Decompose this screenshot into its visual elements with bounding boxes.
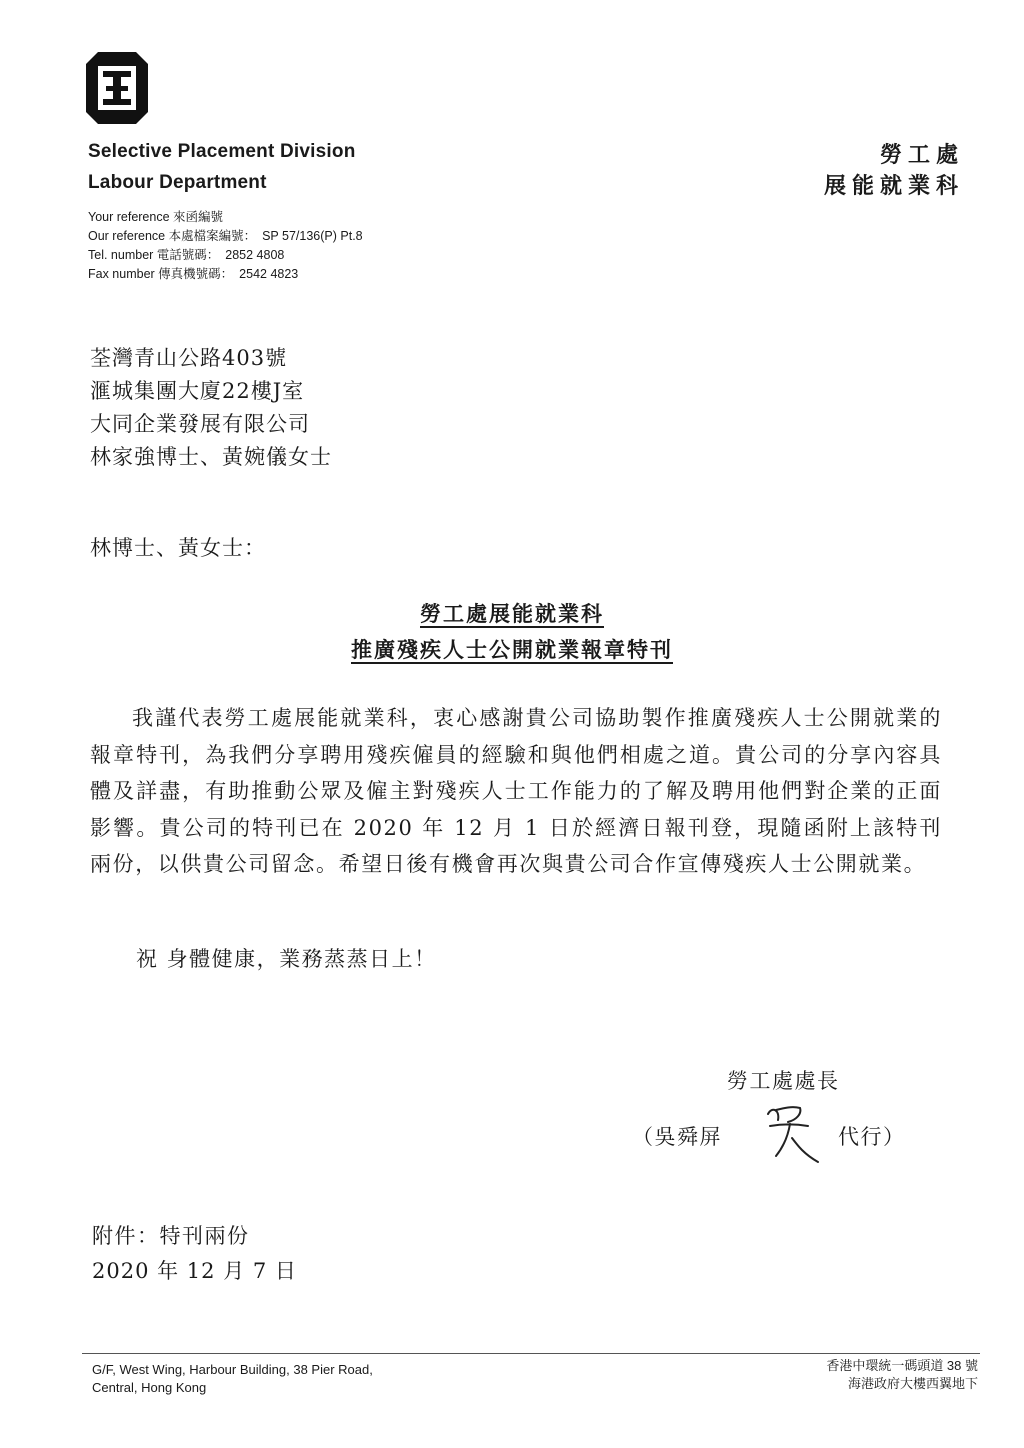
salutation: 林博士、黃女士： (90, 536, 266, 560)
footer-address-line: 香港中環統一碼頭道 38 號 (826, 1358, 978, 1373)
address-line: 林家強博士、黃婉儀女士 (90, 445, 332, 469)
recipient-address (90, 342, 332, 474)
reference-label: Tel. number 電話號碼： (88, 248, 220, 262)
footer-address-line: G/F, West Wing, Harbour Building, 38 Pier Road, (92, 1362, 373, 1377)
reference-value: 2852 4808 (225, 248, 285, 262)
letter-date: 2020 年 12 月 7 日 (92, 1259, 297, 1283)
reference-value: SP 57/136(P) Pt.8 (262, 229, 363, 243)
closing-greeting: 祝 身體健康，業務蒸蒸日上！ (136, 947, 437, 971)
reference-row-ours (88, 227, 363, 246)
reference-label: Our reference 本處檔案編號： (88, 229, 257, 243)
division-name-en: Selective Placement Division (88, 141, 356, 162)
reference-block (88, 208, 363, 284)
footer-address-line: Central, Hong Kong (92, 1380, 207, 1395)
department-name-en: Labour Department (88, 172, 267, 193)
footer-address-zh (826, 1357, 978, 1393)
handwritten-signature (762, 1102, 824, 1168)
reference-row-yours (88, 208, 363, 227)
address-line: 荃灣青山公路403號 (90, 346, 288, 370)
signatory-suffix: 代行） (838, 1125, 906, 1149)
department-name-zh: 勞工處 (879, 142, 964, 168)
reference-row-tel (88, 246, 363, 265)
subject-line-2: 推廣殘疾人士公開就業報章特刊 (351, 637, 673, 662)
footer-divider (82, 1353, 980, 1354)
signatory-name: （吳舜屏 (632, 1125, 722, 1149)
department-logo (84, 50, 150, 126)
footer-address-en (92, 1361, 373, 1397)
enclosure-note: 附件：特刊兩份 (92, 1224, 250, 1248)
reference-label: Fax number 傳真機號碼： (88, 267, 234, 281)
address-line: 滙城集團大廈22樓J室 (90, 379, 305, 403)
reference-value: 2542 4823 (239, 267, 299, 281)
reference-label: Your reference 來函編號 (88, 210, 224, 224)
division-name-zh: 展能就業科 (823, 173, 964, 199)
reference-row-fax (88, 265, 363, 284)
subject-line-1: 勞工處展能就業科 (420, 601, 604, 626)
letter-body: 我謹代表勞工處展能就業科，衷心感謝貴公司協助製作推廣殘疾人士公開就業的報章特刊，為我們分享聘用殘疾僱員的經驗和與他們相處之道。貴公司的分享內容具體及詳盡，有助推動公眾及僱主對殘疾人士工作能力的了解及聘用他們對企業的正面影響。貴公司的特刊已在 2020 年 12 月 1 日於經濟日報刊登，現隨函附上該特刊兩份，以供貴公司留念。希望日後有機會再次與貴公司合作宣傳殘疾人士公開就業。 (90, 706, 942, 876)
footer-address-line: 海港政府大樓西翼地下 (847, 1376, 978, 1391)
address-line: 大同企業發展有限公司 (90, 412, 310, 436)
signatory-title: 勞工處處長 (727, 1069, 840, 1093)
